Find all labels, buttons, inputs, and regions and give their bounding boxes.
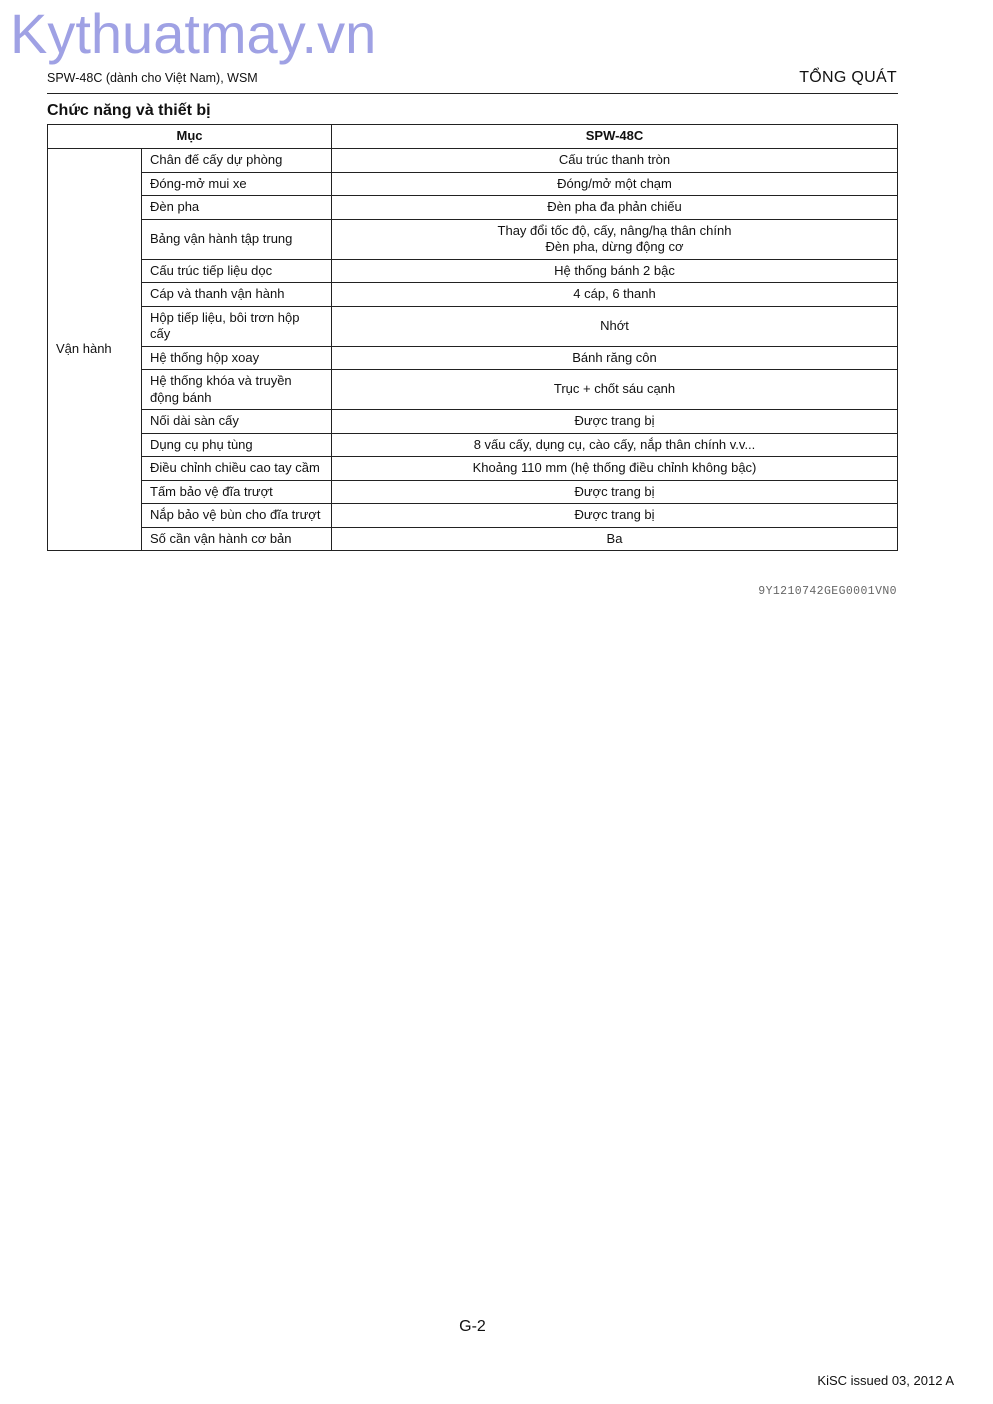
- item-cell: Dụng cụ phụ tùng: [142, 433, 332, 457]
- header-section-name: TỔNG QUÁT: [799, 69, 897, 86]
- value-line: Được trang bị: [574, 483, 655, 499]
- item-cell: Chân đế cấy dự phòng: [142, 149, 332, 173]
- page-number: G-2: [459, 1318, 486, 1335]
- table-row: [48, 346, 898, 370]
- value-line: Đóng/mở một chạm: [557, 175, 672, 191]
- value-cell: [332, 433, 898, 457]
- header-divider: [47, 93, 898, 94]
- table-row: [48, 219, 898, 259]
- item-cell: Hệ thống khóa và truyền động bánh: [142, 370, 332, 410]
- value-line: Hệ thống bánh 2 bậc: [554, 262, 675, 278]
- value-cell: [332, 172, 898, 196]
- value-cell: [332, 457, 898, 481]
- value-line: Được trang bị: [574, 413, 655, 428]
- spec-table: [47, 124, 898, 551]
- header-document-title: SPW-48C (dành cho Việt Nam), WSM: [47, 71, 258, 85]
- value-line: 8 vấu cấy, dụng cụ, cào cấy, nắp thân chính v.v...: [473, 436, 756, 452]
- value-cell: [332, 219, 898, 259]
- table-row: [48, 527, 898, 551]
- item-cell: Tấm bảo vệ đĩa trượt: [142, 480, 332, 504]
- value-line: Nhớt: [600, 317, 629, 333]
- item-cell: Hộp tiếp liệu, bôi trơn hộp cấy: [142, 306, 332, 346]
- table-row: [48, 306, 898, 346]
- table-row: [48, 410, 898, 434]
- value-cell: [332, 480, 898, 504]
- value-cell: [332, 527, 898, 551]
- section-title: Chức năng và thiết bị: [47, 102, 211, 119]
- value-cell: [332, 504, 898, 528]
- item-cell: Đèn pha: [142, 196, 332, 220]
- table-body: [48, 149, 898, 551]
- table-row: [48, 172, 898, 196]
- watermark-logo: Kythuatmay.vn: [10, 2, 377, 65]
- value-line: Thay đổi tốc độ, cấy, nâng/hạ thân chính: [497, 222, 732, 238]
- table-row: [48, 433, 898, 457]
- value-cell: [332, 346, 898, 370]
- value-cell: [332, 410, 898, 434]
- table-row: [48, 259, 898, 283]
- item-cell: Cấu trúc tiếp liệu dọc: [142, 259, 332, 283]
- item-cell: Hệ thống hộp xoay: [142, 346, 332, 370]
- item-cell: Nối dài sàn cấy: [142, 410, 332, 434]
- footer-issued: KiSC issued 03, 2012 A: [817, 1373, 954, 1388]
- value-line: Bánh răng côn: [572, 349, 657, 365]
- item-cell: Số cần vận hành cơ bản: [142, 527, 332, 551]
- value-line: Trục + chốt sáu cạnh: [553, 381, 676, 397]
- value-cell: [332, 149, 898, 173]
- value-cell: [332, 196, 898, 220]
- table-header-row: [48, 125, 898, 149]
- item-cell: Cáp và thanh vận hành: [142, 283, 332, 307]
- item-cell: Đóng-mở mui xe: [142, 172, 332, 196]
- value-cell: [332, 306, 898, 346]
- table-row: [48, 149, 898, 173]
- category-cell: Vận hành: [48, 149, 142, 551]
- value-line: Khoảng 110 mm (hệ thống điều chỉnh không bậc): [472, 460, 757, 475]
- reference-code: 9Y1210742GEG0001VN0: [758, 585, 897, 598]
- item-cell: Nắp bảo vệ bùn cho đĩa trượt: [142, 504, 332, 528]
- column-header-item: Mục: [48, 125, 332, 149]
- table-row: [48, 196, 898, 220]
- value-line: Được trang bị: [574, 507, 655, 522]
- table-row: [48, 457, 898, 481]
- value-cell: [332, 370, 898, 410]
- column-header-value: SPW-48C: [332, 125, 898, 149]
- item-cell: Điều chỉnh chiều cao tay cầm: [142, 457, 332, 481]
- value-line: Đèn pha, dừng động cơ: [545, 239, 684, 254]
- value-line: Cấu trúc thanh tròn: [558, 152, 671, 167]
- value-line: 4 cáp, 6 thanh: [573, 286, 656, 301]
- table-row: [48, 480, 898, 504]
- value-cell: [332, 283, 898, 307]
- table-row: [48, 370, 898, 410]
- table-row: [48, 283, 898, 307]
- table-row: [48, 504, 898, 528]
- item-cell: Bảng vận hành tập trung: [142, 219, 332, 259]
- value-line: Ba: [606, 530, 623, 546]
- value-cell: [332, 259, 898, 283]
- value-line: Đèn pha đa phản chiếu: [547, 199, 682, 214]
